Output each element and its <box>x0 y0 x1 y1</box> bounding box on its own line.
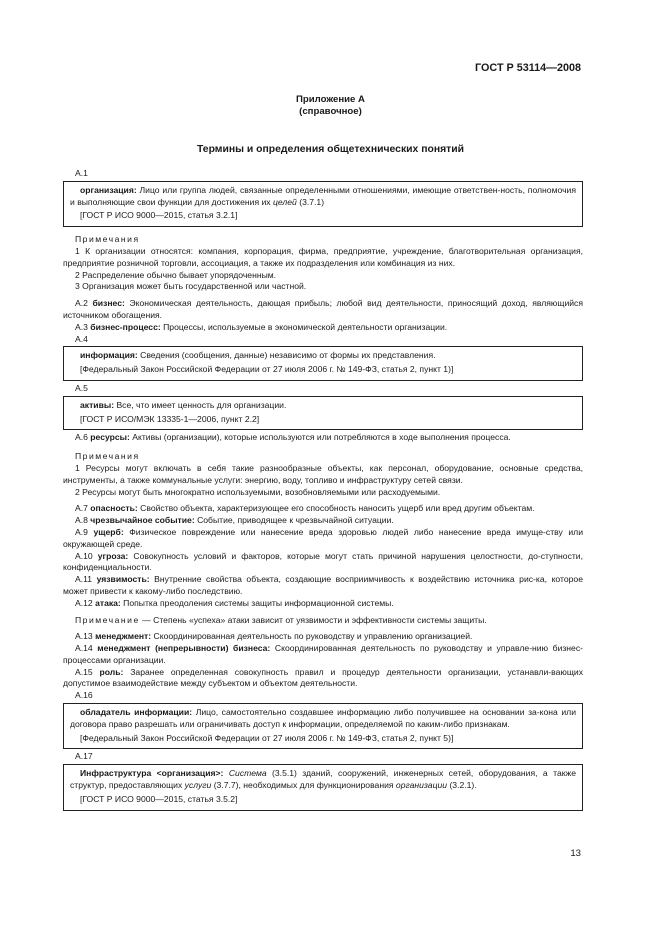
term-box-a4 <box>63 346 583 381</box>
term-definition: (3.7.1) <box>296 196 325 207</box>
term-name: Инфраструктура <организация>: <box>80 768 224 779</box>
note-item: 1 К организации относятся: компания, корпорация, фирма, предприятие, учреждение, благотворительная организация, предприятие розничной торговли, ассоциация, а также их подразделения или комбинация из них. <box>63 245 583 268</box>
term-name: опасность: <box>90 503 138 514</box>
term-definition: Скоординированная деятельность по руководству и управле-нию бизнес-процессами организации. <box>63 643 583 665</box>
term-definition: Попытка преодоления системы защиты информационной системы. <box>120 597 394 608</box>
term-name: обладатель информации: <box>80 707 193 718</box>
term-name: бизнес-процесс: <box>90 321 161 332</box>
term-label-a17: А.17 <box>75 751 93 762</box>
note-item: 2 Распределение обычно бывает упорядоченным. <box>75 269 277 280</box>
terms-content <box>63 168 583 813</box>
term-definition: Лицо или группа людей, связанные определенными отношениями, имеющие ответствен-ность, полномочия и выполняющие свои функции для достижения их <box>70 184 577 207</box>
term-name: организация: <box>80 184 137 195</box>
term-name: бизнес: <box>92 298 125 309</box>
term-definition: Совокупность условий и факторов, которые могут стать причиной нарушения целостности, до-ступности, конфиденциальности. <box>63 550 583 573</box>
term-a5 <box>70 400 576 412</box>
term-definition: Внутренние свойства объекта, создающие восприимчивость к воздействию источника рис-ка, которое может привести к какому-либо последствию. <box>63 574 583 596</box>
term-definition: (3.2.1). <box>447 780 477 791</box>
term-name: угроза: <box>97 550 129 561</box>
term-definition: Все, что имеет ценность для организации. <box>114 399 287 410</box>
note-text: — Степень «успеха» атаки зависит от уязвимости и эффективности системы защиты. <box>139 614 487 625</box>
term-label-a4: А.4 <box>75 333 88 344</box>
term-a17 <box>70 768 576 792</box>
term-definition: Свойство объекта, характеризующее его способность наносить ущерб или вред другим объектам. <box>137 503 535 514</box>
term-definition: (3.7.7), необходимых для функционирования <box>211 780 396 791</box>
appendix-title: Приложение А <box>296 94 365 105</box>
term-a7: А.7 опасность: Свойство объекта, характеризующее его способность наносить ущерб или вред другим объектам. <box>75 503 535 514</box>
term-definition: Событие, приводящее к чрезвычайной ситуации. <box>194 515 394 526</box>
notes-heading: Примечания <box>75 451 140 462</box>
term-definition-italic: Система <box>228 768 267 779</box>
term-a6: А.6 ресурсы: Активы (организации), которые используются или потребляются в ходе выполнения процесса. <box>75 432 511 443</box>
term-name: чрезвычайное событие: <box>90 515 195 526</box>
term-box-a17 <box>63 764 583 810</box>
term-name: атака: <box>95 597 121 608</box>
term-name: роль: <box>99 666 124 677</box>
term-a10: А.10 угроза: Совокупность условий и факторов, которые могут стать причиной нарушения целостности, до-ступности, конфиденциальности. <box>63 550 583 573</box>
term-definition: Скоординированная деятельность по руководству и управлению организацией. <box>151 631 473 642</box>
term-label-a16: А.16 <box>75 690 93 701</box>
term-definition: (3.5.1) зданий, сооружений, инженерных сетей, оборудования, а также структур, предоставляющих <box>70 768 577 791</box>
term-a1 <box>70 185 576 209</box>
term-definition-italic: услуги <box>184 780 212 791</box>
term-definition-italic: целей <box>273 196 297 207</box>
term-definition: Сведения (сообщения, данные) независимо от формы их представления. <box>137 350 436 361</box>
term-a11: А.11 уязвимость: Внутренние свойства объекта, создающие восприимчивость к воздействию источника рис-ка, которое может привести к какому-либо последствию. <box>63 574 583 596</box>
term-a4 <box>70 350 576 362</box>
term-a14: А.14 менеджмент (непрерывности) бизнеса: Скоординированная деятельность по руководству и управле-нию бизнес-процессами организации. <box>63 643 583 665</box>
term-name: уязвимость: <box>96 574 150 585</box>
term-reference: [Федеральный Закон Российской Федерации от 27 июля 2006 г. № 149-ФЗ, статья 2, пункт 5)] <box>80 732 454 743</box>
term-definition: Физическое повреждение или нанесение вреда здоровью людей либо нанесение вреда имуще-ству или окружающей среде. <box>63 526 583 549</box>
term-a12: А.12 атака: Попытка преодоления системы защиты информационной системы. <box>75 597 394 608</box>
note-single <box>63 615 583 627</box>
section-title: Термины и определения общетехнических понятий <box>196 144 465 155</box>
term-definition: Лицо, самостоятельно создавшее информацию либо получившее на основании за-кона или договора право разрешать или ограничивать доступ к информации, определяемой по каким-либо признакам. <box>70 707 576 729</box>
page-number: 13 <box>570 848 581 859</box>
note-item: 2 Ресурсы могут быть многократно используемыми, возобновляемыми или расходуемыми. <box>75 486 441 497</box>
standard-header: ГОСТ Р 53114—2008 <box>475 62 581 74</box>
term-box-a1 <box>63 181 583 227</box>
term-reference: [ГОСТ Р ИСО/МЭК 13335-1—2006, пункт 2.2] <box>80 413 260 424</box>
term-label-a5: А.5 <box>75 382 88 393</box>
term-a3: А.3 бизнес-процесс: Процессы, используемые в экономической деятельности организации. <box>75 321 448 332</box>
term-box-a5 <box>63 396 583 431</box>
term-name: информация: <box>80 350 138 361</box>
term-name: активы: <box>80 399 115 410</box>
notes-heading: Примечания <box>75 234 140 245</box>
term-reference: [ГОСТ Р ИСО 9000—2015, статья 3.2.1] <box>80 210 238 221</box>
appendix-subtitle: (справочное) <box>299 106 362 117</box>
term-definition: Экономическая деятельность, дающая прибыль; любой вид деятельности, приносящий доход, являющийся источником обогащения. <box>63 298 584 320</box>
term-a15: А.15 роль: Заранее определенная совокупность правил и процедур деятельности организации, устанавли-вающих допустимое взаимодействие между субъектом и объектом деятельности. <box>63 666 583 689</box>
term-definition: Процессы, используемые в экономической деятельности организации. <box>160 321 448 332</box>
term-a8: А.8 чрезвычайное событие: Событие, приводящее к чрезвычайной ситуации. <box>75 515 394 526</box>
term-box-a16 <box>63 703 583 749</box>
term-a9: А.9 ущерб: Физическое повреждение или нанесение вреда здоровью людей либо нанесение вреда имуще-ству или окружающей среде. <box>63 526 583 549</box>
term-a16 <box>70 707 576 731</box>
note-item: 3 Организация может быть государственной или частной. <box>75 281 307 292</box>
term-name: ущерб: <box>93 526 124 537</box>
term-definition: Активы (организации), которые используются или потребляются в ходе выполнения процесса. <box>129 432 511 443</box>
term-name: ресурсы: <box>90 432 130 443</box>
term-reference: [Федеральный Закон Российской Федерации от 27 июля 2006 г. № 149-ФЗ, статья 2, пункт 1)] <box>80 364 454 375</box>
term-a13: А.13 менеджмент: Скоординированная деятельность по руководству и управлению организацией. <box>75 631 473 642</box>
term-name: менеджмент (непрерывности) бизнеса: <box>97 643 271 654</box>
term-definition-italic: организации <box>395 780 448 791</box>
note-heading: Примечание <box>75 614 140 625</box>
term-a2: А.2 бизнес: Экономическая деятельность, дающая прибыль; любой вид деятельности, приносящий доход, являющийся источником обогащения. <box>63 298 584 320</box>
note-item: 1 Ресурсы могут включать в себя такие разнообразные объекты, как персонал, оборудование, основные средства, инструменты, а также коммунальные услуги: энергию, воду, топливо и инфраструктуру сетей связи. <box>63 462 583 485</box>
appendix-heading <box>0 94 661 118</box>
term-name: менеджмент: <box>95 631 152 642</box>
term-label-a1: А.1 <box>75 168 88 178</box>
term-definition: Заранее определенная совокупность правил и процедур деятельности организации, устанавли-вающих допустимое взаимодействие между субъектом и объектом деятельности. <box>63 666 583 689</box>
term-reference: [ГОСТ Р ИСО 9000—2015, статья 3.5.2] <box>80 793 238 804</box>
